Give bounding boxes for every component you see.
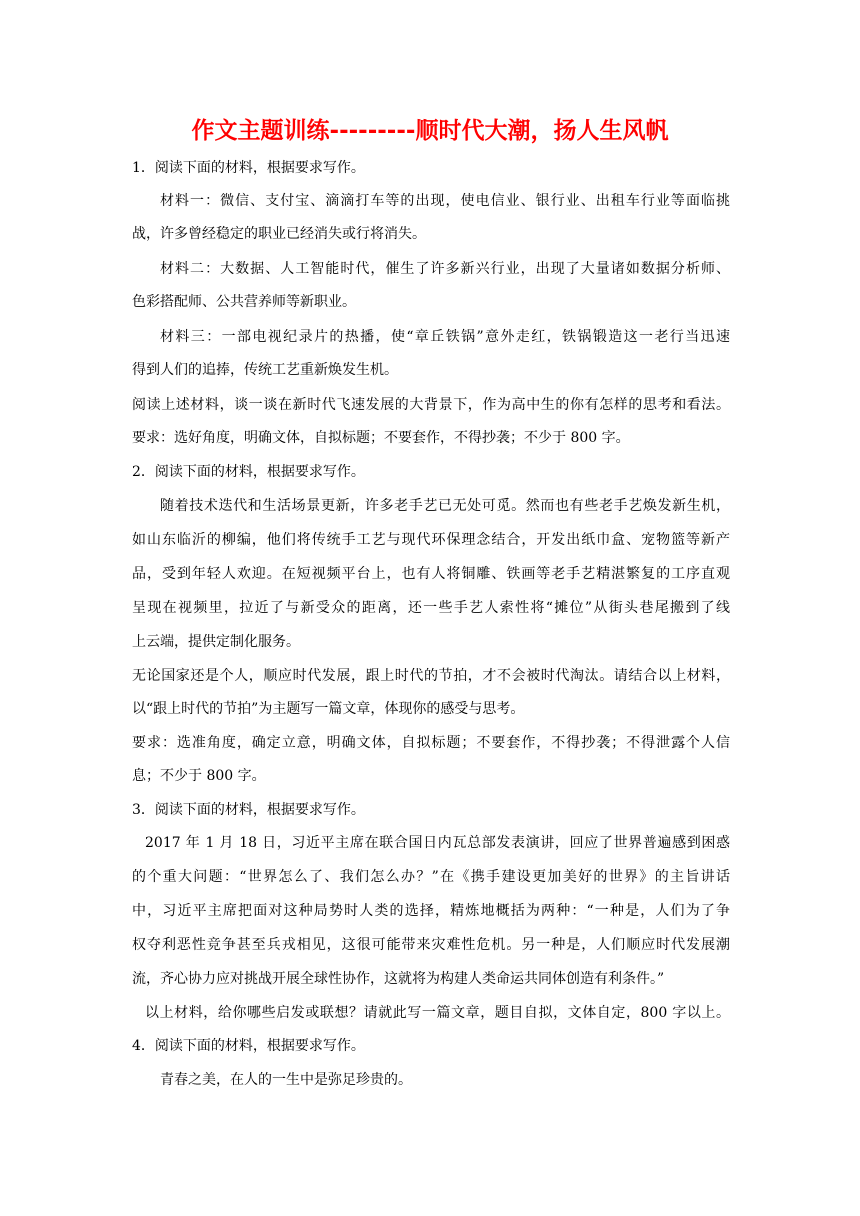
question-2-material-line-5: 上云端，提供定制化服务。: [132, 634, 300, 650]
question-1-heading: 1．阅读下面的材料，根据要求写作。: [132, 160, 365, 176]
material-3-line-2: 得到人们的追捧，传统工艺重新焕发生机。: [132, 362, 398, 378]
document-title: 作文主题训练---------顺时代大潮，扬人生风帆: [191, 118, 669, 144]
question-2-heading: 2．阅读下面的材料，根据要求写作。: [132, 464, 365, 480]
question-2-prompt-line-2: 以“跟上时代的节拍”为主题写一篇文章，体现你的感受与思考。: [132, 701, 525, 717]
question-2-requirements-line-1: 要求：选准角度，确定立意，明确文体，自拟标题；不要套作，不得抄袭；不得泄露个人信: [132, 735, 730, 751]
question-2-material-line-4: 呈现在视频里，拉近了与新受众的距离，还一些手艺人索性将“摊位”从街头巷尾搬到了线: [132, 600, 730, 616]
question-3-heading: 3．阅读下面的材料，根据要求写作。: [132, 802, 365, 818]
question-3-prompt: 以上材料，给你哪些启发或联想？请就此写一篇文章，题目自拟，文体自定，800 字以上。: [145, 1005, 730, 1021]
material-3-line-1: 材料三：一部电视纪录片的热播，使“章丘铁锅”意外走红，铁锅锻造这一老行当迅速: [160, 329, 730, 345]
question-3-material-line-5: 流，齐心协力应对挑战开展全球性协作，这就将为构建人类命运共同体创造有利条件。”: [132, 971, 665, 987]
question-4-heading: 4．阅读下面的材料，根据要求写作。: [132, 1038, 365, 1054]
question-2-prompt-line-1: 无论国家还是个人，顺应时代发展，跟上时代的节拍，才不会被时代淘汰。请结合以上材料，: [132, 668, 730, 684]
question-2-material-line-2: 如山东临沂的柳编，他们将传统手工艺与现代环保理念结合，开发出纸巾盒、宠物篮等新产: [132, 532, 730, 548]
question-2-material-line-3: 品，受到年轻人欢迎。在短视频平台上，也有人将铜雕、铁画等老手艺精湛繁复的工序直观: [132, 566, 730, 582]
question-3-material-line-4: 权夺利恶性竞争甚至兵戎相见，这很可能带来灾难性危机。另一种是，人们顺应时代发展潮: [132, 937, 730, 953]
question-1-requirements: 要求：选好角度，明确文体，自拟标题；不要套作，不得抄袭；不少于 800 字。: [132, 430, 630, 446]
question-3-material-line-3: 中，习近平主席把面对这种局势时人类的选择，精炼地概括为两种：“一种是，人们为了争: [132, 903, 730, 919]
question-1-prompt: 阅读上述材料，谈一谈在新时代飞速发展的大背景下，作为高中生的你有怎样的思考和看法。: [132, 397, 730, 413]
question-3-material-line-2: 的个重大问题：“世界怎么了、我们怎么办？”在《携手建设更加美好的世界》的主旨讲话: [132, 869, 730, 885]
material-2-line-1: 材料二：大数据、人工智能时代，催生了许多新兴行业，出现了大量诸如数据分析师、: [160, 261, 730, 277]
question-4-material-line-1: 青春之美，在人的一生中是弥足珍贵的。: [160, 1072, 412, 1088]
question-3-material-line-1: 2017 年 1 月 18 日，习近平主席在联合国日内瓦总部发表演讲，回应了世界普遍感到困惑: [145, 835, 730, 851]
material-2-line-2: 色彩搭配师、公共营养师等新职业。: [132, 294, 356, 310]
question-2-material-line-1: 随着技术迭代和生活场景更新，许多老手艺已无处可觅。然而也有些老手艺焕发新生机，: [160, 498, 730, 514]
question-2-requirements-line-2: 息；不少于 800 字。: [132, 768, 266, 784]
material-1-line-2: 战，许多曾经稳定的职业已经消失或行将消失。: [132, 226, 426, 242]
material-1-line-1: 材料一：微信、支付宝、滴滴打车等的出现，使电信业、银行业、出租车行业等面临挑: [160, 193, 730, 209]
